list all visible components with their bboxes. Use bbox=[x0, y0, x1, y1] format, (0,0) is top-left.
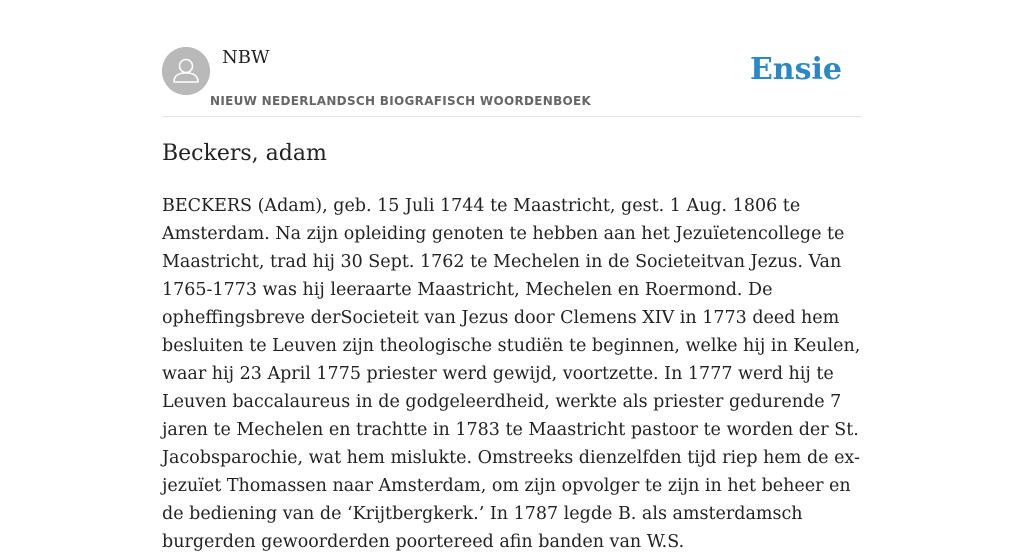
user-icon[interactable] bbox=[162, 47, 210, 95]
article-body: BECKERS (Adam), geb. 15 Juli 1744 te Maastricht, gest. 1 Aug. 1806 te Amsterdam. Na zijn opleiding genoten te hebben aan het Jezuïetencollege te Maastricht, trad hij 30 Sept. 1762 te Mechelen in de Societeitvan Jezus. Van 1765-1773 was hij leeraarte Maastricht, Mechelen en Roermond. De opheffingsbreve derSocieteit van Jezus door Clemens XIV in 1773 deed hem besluiten te Leuven zijn theologische studiën te beginnen, welke hij in Keulen, waar hij 23 April 1775 priester werd gewijd, voortzette. In 1777 werd hij te Leuven baccalaureus in de godgeleerdheid, werkte als priester gedurende 7 jaren te Mechelen en trachtte in 1783 te Maastricht pastoor te worden der St. Jacobsparochie, wat hem mislukte. Omstreeks dienzelfden tijd riep hem de ex-jezuïet Thomassen naar Amsterdam, om zijn opvolger te zijn in het beheer en de bediening van de ‘Krijtbergkerk.’ In 1787 legde B. als amsterdamsch burgerden gewoorderden poortereed afin banden van W.S. bbox=[162, 196, 861, 552]
ensie-logo[interactable]: Ensie bbox=[749, 52, 842, 87]
source-subtitle: NIEUW NEDERLANDSCH BIOGRAFISCH WOORDENBOEK bbox=[210, 94, 592, 108]
source-header bbox=[162, 46, 862, 117]
source-name[interactable]: NBW bbox=[222, 47, 270, 68]
article-title: Beckers, adam bbox=[162, 141, 327, 166]
